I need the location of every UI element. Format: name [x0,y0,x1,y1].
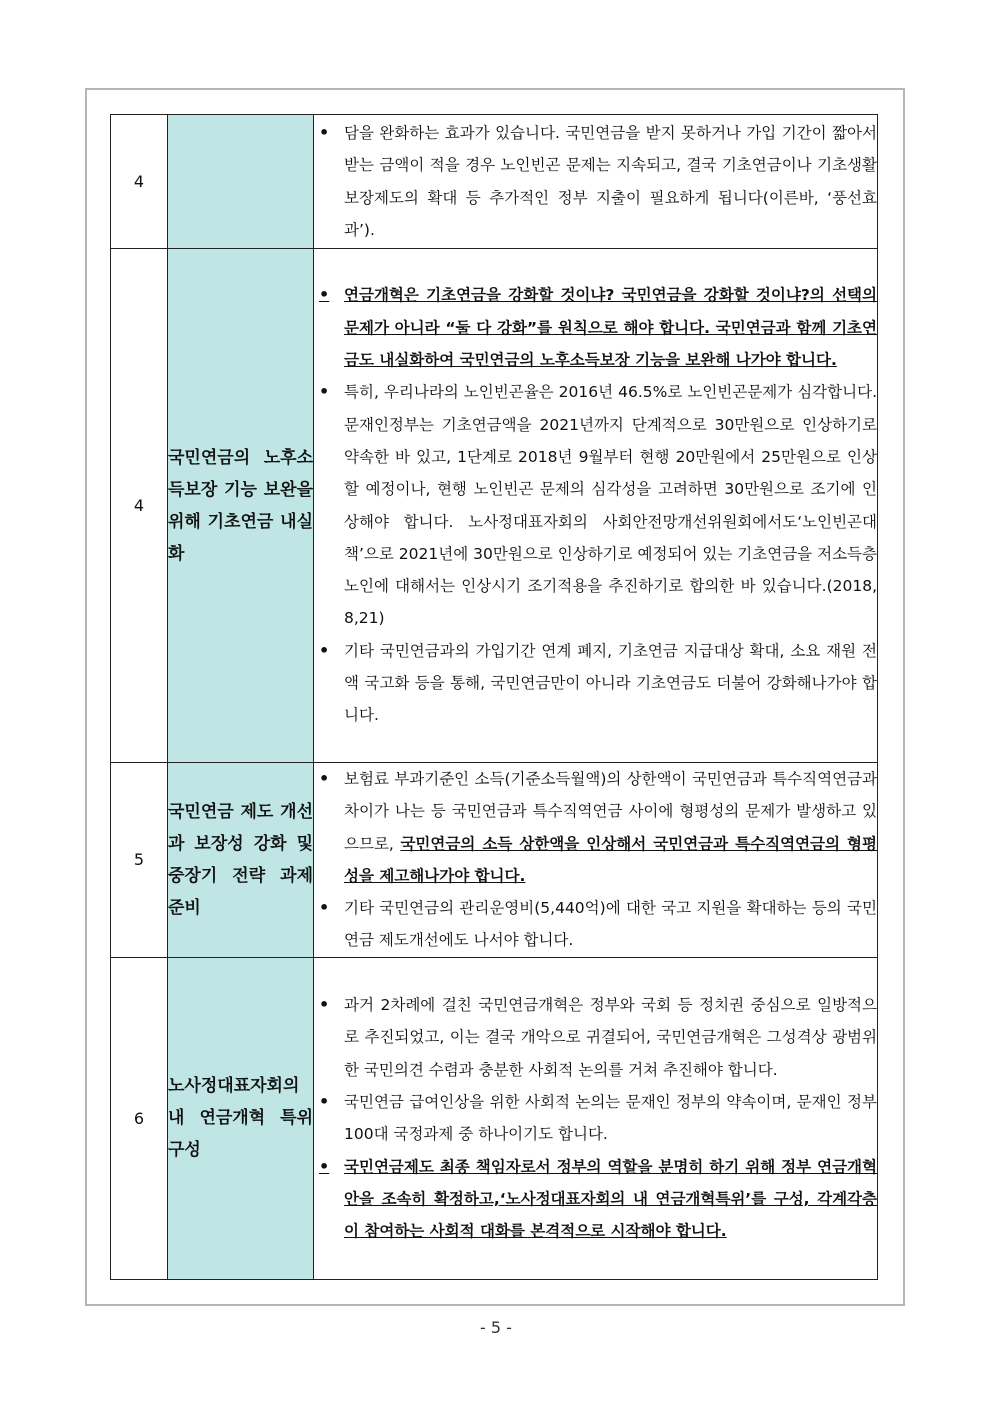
list-item: • 보험료 부과기준인 소득(기준소득월액)의 상한액이 국민연금과 특수직역연금과 차이가 나는 등 국민연금과 특수직역연금 사이에 형평성의 문제가 발생하고 있으므로, 국민연금의 소득 상한액을 인상해서 국민연금과 특수직역연금의 형평성을 제고해나가야 합니다. [314,763,877,892]
bullet-icon: • [319,769,330,788]
row-body [314,957,878,1279]
list-item: • 국민연금제도 최종 책임자로서 정부의 역할을 분명히 하기 위해 정부 연금개혁안을 조속히 확정하고,‘노사정대표자회의 내 연금개혁특위’를 구성, 각계각층이 참여하는 사회적 대화를 본격적으로 시작해야 합니다. [314,1151,877,1248]
list-item: • 국민연금 급여인상을 위한 사회적 논의는 문재인 정부의 약속이며, 문재인 정부 100대 국정과제 중 하나이기도 합니다. [314,1086,877,1151]
table-row [111,957,878,1279]
row-title: 노사정대표자회의내 연금개혁 특위 구성 [168,957,314,1279]
list-item: • 연금개혁은 기초연금을 강화할 것이냐? 국민연금을 강화할 것이냐?의 선택의 문제가 아니라 “둘 다 강화”를 원칙으로 해야 합니다. 국민연금과 함께 기초연금도 내실화하여 국민연금의 노후소득보장 기능을 보완해 나가야 합니다. [314,279,877,376]
emphasis-text: 국민연금의 소득 상한액을 인상해서 국민연금과 특수직역연금의 형평성을 제고해나가야 합니다. [344,834,877,885]
table-row [111,763,878,958]
bullet-icon: • [319,1156,330,1176]
row-title [168,115,314,249]
row-body [314,115,878,249]
row-number: 4 [111,115,168,249]
table-row [111,249,878,763]
bullet-icon: • [319,995,330,1015]
bullet-icon: • [319,898,330,918]
bullet-icon: • [319,122,330,142]
list-item: • 기타 국민연금과의 가입기간 연계 폐지, 기초연금 지급대상 확대, 소요 재원 전액 국고화 등을 통해, 국민연금만이 아니라 기초연금도 더불어 강화해나가야 합니다. [314,635,877,732]
bullet-icon: • [319,285,330,305]
table-row [111,115,878,249]
row-title: 국민연금의 노후소득보장 기능 보완을 위해 기초연금 내실화 [168,249,314,763]
policy-table [110,114,878,1280]
row-number: 5 [111,763,168,958]
list-item: • 담을 완화하는 효과가 있습니다. 국민연금을 받지 못하거나 가입 기간이 짧아서 받는 금액이 적을 경우 노인빈곤 문제는 지속되고, 결국 기초연금이나 기초생활보장제도의 확대 등 추가적인 정부 지출이 필요하게 됩니다(이른바, ‘풍선효과’). [314,117,877,246]
bullet-icon: • [319,640,330,660]
bullet-icon: • [319,1091,330,1111]
page-number: - 5 - [480,1318,512,1337]
list-item: • 기타 국민연금의 관리운영비(5,440억)에 대한 국고 지원을 확대하는 등의 국민연금 제도개선에도 나서야 합니다. [314,892,877,957]
bullet-icon: • [319,382,330,402]
list-item: • 특히, 우리나라의 노인빈곤율은 2016년 46.5%로 노인빈곤문제가 심각합니다. 문재인정부는 기초연금액을 2021년까지 단계적으로 30만원으로 인상하기로 약속한 바 있고, 1단계로 2018년 9월부터 현행 20만원에서 25만원으로 인상할 예정이나, 현행 노인빈곤 문제의 심각성을 고려하면 30만원으로 조기에 인상해야 합니다. 노사정대표자회의 사회안전망개선위원회에서도‘노인빈곤대책’으로 2021년에 30만원으로 인상하기로 예정되어 있는 기초연금을 저소득층 노인에 대해서는 인상시기 조기적용을 추진하기로 합의한 바 있습니다.(2018,8,21) [314,376,877,634]
row-body [314,763,878,958]
list-item: • 과거 2차례에 걸친 국민연금개혁은 정부와 국회 등 정치권 중심으로 일방적으로 추진되었고, 이는 결국 개악으로 귀결되어, 국민연금개혁은 그성격상 광범위한 국민의견 수렴과 충분한 사회적 논의를 거쳐 추진해야 합니다. [314,989,877,1086]
row-body [314,249,878,763]
row-number: 6 [111,957,168,1279]
row-number: 4 [111,249,168,763]
row-title: 국민연금 제도 개선과 보장성 강화 및 중장기 전략 과제 준비 [168,763,314,958]
